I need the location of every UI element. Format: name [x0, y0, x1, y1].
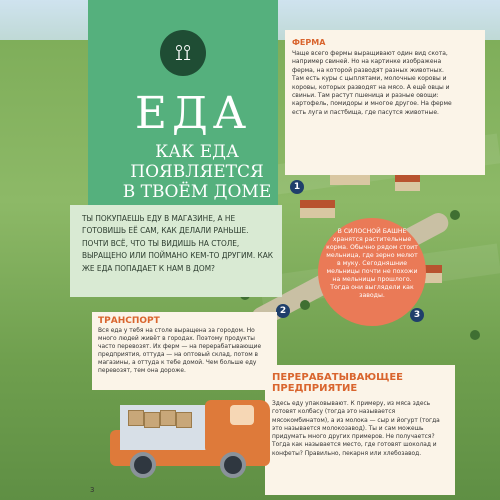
transport-card-title: ТРАНСПОРТ: [98, 316, 160, 326]
marker-2: 2: [276, 304, 290, 318]
truck-wheel: [130, 452, 156, 478]
farm-house-illustration: [395, 175, 420, 191]
tree-illustration: [450, 210, 460, 220]
subtitle-line: КАК ЕДА: [155, 142, 239, 162]
farm-card-text: Чаще всего фермы выращивают один вид скота, например свиней. Но на картинке изображена ферма, на которой разводят разных животных. Там есть куры с цыплятами, молочные коровы и коровы, которых разводят на мясо. А ещё овцы и свиньи. Там растут пшеница и разные овощи: картофель, помидоры и многое другое. На ферме есть луга и пастбища, где пасутся животные.: [292, 50, 452, 116]
cargo-box: [176, 412, 192, 428]
page-subtitle: [122, 142, 272, 202]
subtitle-line: В ТВОЁМ ДОМЕ: [122, 182, 272, 202]
cargo-box: [128, 410, 144, 426]
marker-1: 1: [290, 180, 304, 194]
truck-wheel: [220, 452, 246, 478]
marker-3: 3: [410, 308, 424, 322]
silo-text: В СИЛОСНОЙ БАШНЕ хранятся растительные корма. Обычно рядом стоит мельница, где зерно мелют в муку. Сегодняшние мельницы почти не похожи на мельницы прошлого. Тогда они выглядели как заводы.: [326, 228, 418, 299]
tree-illustration: [300, 300, 310, 310]
tree-illustration: [470, 330, 480, 340]
truck-window: [230, 405, 254, 425]
transport-card-text: Вся еда у тебя на столе выращена за городом. Но много людей живёт в городах. Поэтому продукты часто перевозят. Их ферм — на перерабатывающие предприятия, оттуда — на оптовый склад, потом в магазины, а оттуда к тебе домой. Чем больше еду перевозят, тем она дороже.: [98, 328, 262, 375]
cargo-box: [144, 412, 160, 428]
processing-card-text: Здесь еду упаковывают. К примеру, из мяса здесь готовят колбасу (тогда это называется мясокомбинатом), а из молока — сыр и йогурт (тогда это называется молокозавод). Ты и сам можешь придумать много других примеров. Не получается? Тогда как называется место, где готовят шоколад и конфеты? Правильно, пекарня или хлебозавод.: [272, 401, 440, 457]
cargo-box: [160, 410, 176, 426]
page-number: 3: [90, 486, 95, 494]
farm-house-illustration: [300, 200, 335, 218]
processing-card-title: ПЕРЕРАБАТЫВАЮЩЕЕ ПРЕДПРИЯТИЕ: [272, 372, 403, 394]
intro-text: ТЫ ПОКУПАЕШЬ ЕДУ В МАГАЗИНЕ, А НЕ ГОТОВИШЬ ЕЁ САМ, КАК ДЕЛАЛИ РАНЬШЕ. ПОЧТИ ВСЁ, ЧТО ТЫ ВИДИШЬ НА СТОЛЕ, ВЫРАЩЕНО ИЛИ ПОЙМАНО КЕМ-ТО ДРУГИМ. КАК ЖЕ ЕДА ПОПАДАЕТ К НАМ В ДОМ?: [82, 213, 273, 273]
farm-card-title: ФЕРМА: [292, 38, 326, 47]
subtitle-line: ПОЯВЛЯЕТСЯ: [130, 162, 264, 182]
fork-and-spoon-icon: ⟟⟟: [160, 30, 206, 76]
page-title: ЕДА: [134, 88, 252, 139]
